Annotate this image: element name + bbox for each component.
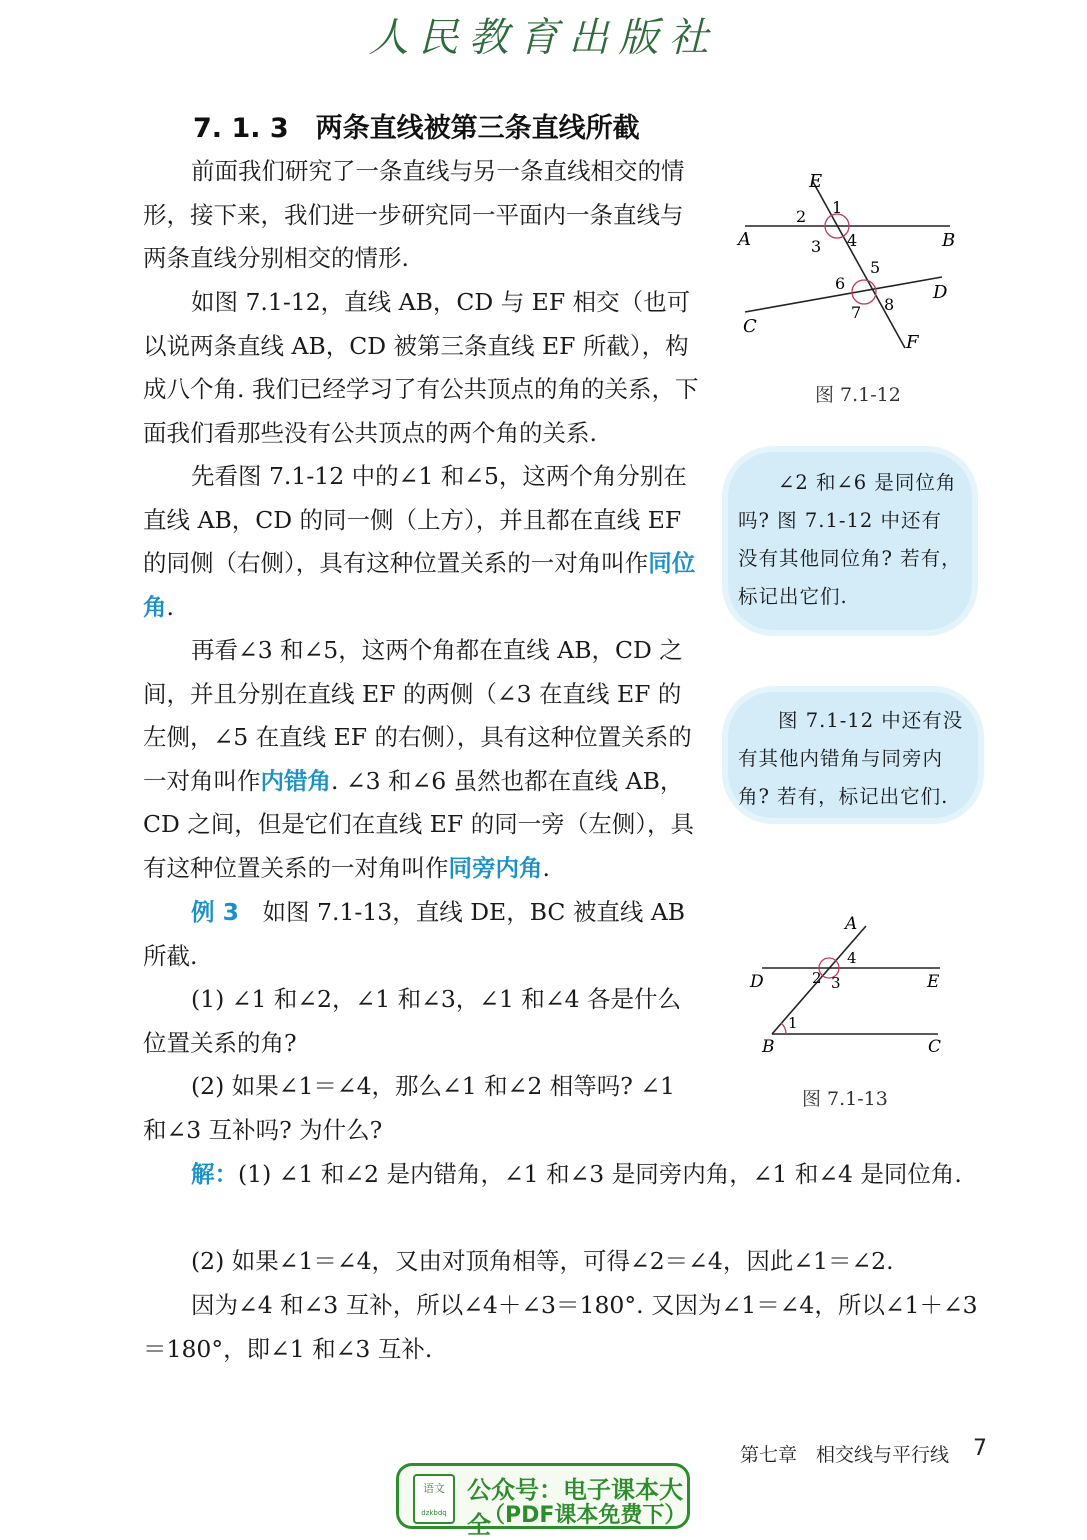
banner-line-1: 公众号：电子课本大全 xyxy=(467,1476,683,1539)
book-icon xyxy=(413,1474,455,1524)
term-corresponding-angles: 同位角 xyxy=(143,549,696,621)
chapter-footer: 第七章 相交线与平行线 xyxy=(740,1444,950,1466)
paragraph-figure-intro: 如图 7.1-12，直线 AB，CD 与 EF 相交（也可以说两条直线 AB，CD 被第三条直线 EF 所截），构成八个角. 我们已经学习了有公共顶点的角的关系，下面我们看那些没有公共顶点的两个角的关系. xyxy=(143,288,699,447)
label-e: E xyxy=(809,171,823,192)
paragraph-text: 再看∠3 和∠5，这两个角都在直线 AB，CD 之间，并且分别在直线 EF 的两侧（∠3 在直线 EF 的左侧，∠5 在直线 EF 的右侧），具有这种位置关系的一对角叫作 xyxy=(143,636,692,795)
label-c: C xyxy=(743,316,757,337)
example-text: 如图 7.1-13，直线 DE，BC 被直线 AB 所截. xyxy=(143,898,686,970)
angle-label-3: 3 xyxy=(811,237,822,256)
paragraph-intro: 前面我们研究了一条直线与另一条直线相交的情形，接下来，我们进一步研究同一平面内一条直线与两条直线分别相交的情形. xyxy=(143,157,685,272)
paragraph-text: . ∠3 和∠6 虽然也都在直线 AB，CD 之间，但是它们在直线 EF 的同一旁（左侧），具有这种位置关系的一对角叫作 xyxy=(143,766,694,882)
cloud-1-text: ∠2 和∠6 是同位角吗? 图 7.1-12 中还有没有其他同位角? 若有，标记出它们. xyxy=(738,471,962,608)
angle-mark-1 xyxy=(781,1023,786,1034)
publisher-header: 人民教育出版社 xyxy=(368,15,719,61)
paragraph-text: 先看图 7.1-12 中的∠1 和∠5，这两个角分别在直线 AB，CD 的同一侧（上方），并且都在直线 EF 的同侧（右侧），具有这种位置关系的一对角叫作 xyxy=(143,462,687,577)
angle-label-2: 2 xyxy=(812,969,822,987)
label-a: A xyxy=(845,914,858,934)
angle-label-3: 3 xyxy=(831,974,841,992)
banner-line-2: （PDF课本免费下） xyxy=(483,1503,687,1528)
label-b: B xyxy=(762,1037,775,1057)
angle-label-1: 1 xyxy=(788,1014,798,1032)
example-label: 例 3 xyxy=(191,898,240,926)
paragraph-alternate-angles xyxy=(143,629,701,890)
example-statement xyxy=(143,891,701,978)
line-ef xyxy=(812,180,905,348)
promo-banner[interactable] xyxy=(396,1463,690,1539)
term-alternate-interior-angles: 内错角 xyxy=(260,766,331,795)
angle-label-2: 2 xyxy=(796,207,807,226)
solution-text: (1) ∠1 和∠2 是内错角，∠1 和∠3 是同旁内角，∠1 和∠4 是同位角. xyxy=(238,1160,962,1188)
label-e: E xyxy=(927,972,940,992)
solution-label: 解： xyxy=(191,1160,238,1188)
paragraph-end: . xyxy=(166,592,174,621)
solution-part-1 xyxy=(143,1153,993,1197)
logo-subtext: dzkbdq xyxy=(421,1509,447,1517)
label-f: F xyxy=(906,332,919,353)
logo-text: 语文 xyxy=(423,1482,445,1495)
label-d: D xyxy=(750,972,764,992)
angle-label-8: 8 xyxy=(884,295,895,314)
figure-7-1-12-caption: 图 7.1-12 xyxy=(815,384,901,406)
figure-7-1-13-caption: 图 7.1-13 xyxy=(802,1088,888,1110)
figure-7-1-13 xyxy=(740,912,960,1062)
angle-label-4: 4 xyxy=(847,949,857,967)
solution-part-2: (2) 如果∠1＝∠4，又由对顶角相等，可得∠2＝∠4，因此∠1＝∠2. xyxy=(191,1247,894,1275)
label-a: A xyxy=(738,229,751,250)
example-question-1: (1) ∠1 和∠2，∠1 和∠3，∠1 和∠4 各是什么位置关系的角? xyxy=(143,985,681,1057)
page-number: 7 xyxy=(973,1436,987,1461)
paragraph-corresponding-angles xyxy=(143,455,701,629)
label-b: B xyxy=(942,230,956,251)
figure-7-1-12 xyxy=(730,165,970,365)
angle-label-5: 5 xyxy=(870,258,881,277)
paragraph-end: . xyxy=(542,853,550,882)
angle-label-6: 6 xyxy=(835,274,846,293)
label-d: D xyxy=(933,282,948,303)
angle-label-1: 1 xyxy=(832,198,843,217)
solution-part-3: 因为∠4 和∠3 互补，所以∠4＋∠3＝180°. 又因为∠1＝∠4，所以∠1＋∠3＝180°，即∠1 和∠3 互补. xyxy=(143,1291,978,1363)
section-title: 7. 1. 3 两条直线被第三条直线所截 xyxy=(193,113,640,144)
angle-label-4: 4 xyxy=(847,231,858,250)
example-question-2: (2) 如果∠1＝∠4，那么∠1 和∠2 相等吗? ∠1 和∠3 互补吗? 为什么? xyxy=(143,1072,675,1144)
cloud-2-text: 图 7.1-12 中还有没有其他内错角与同旁内角? 若有，标记出它们. xyxy=(738,709,964,808)
thinking-cloud-1 xyxy=(728,452,972,630)
term-same-side-interior-angles: 同旁内角 xyxy=(448,853,543,882)
angle-label-7: 7 xyxy=(851,303,862,322)
label-c: C xyxy=(928,1037,942,1057)
thinking-cloud-2 xyxy=(728,692,978,818)
